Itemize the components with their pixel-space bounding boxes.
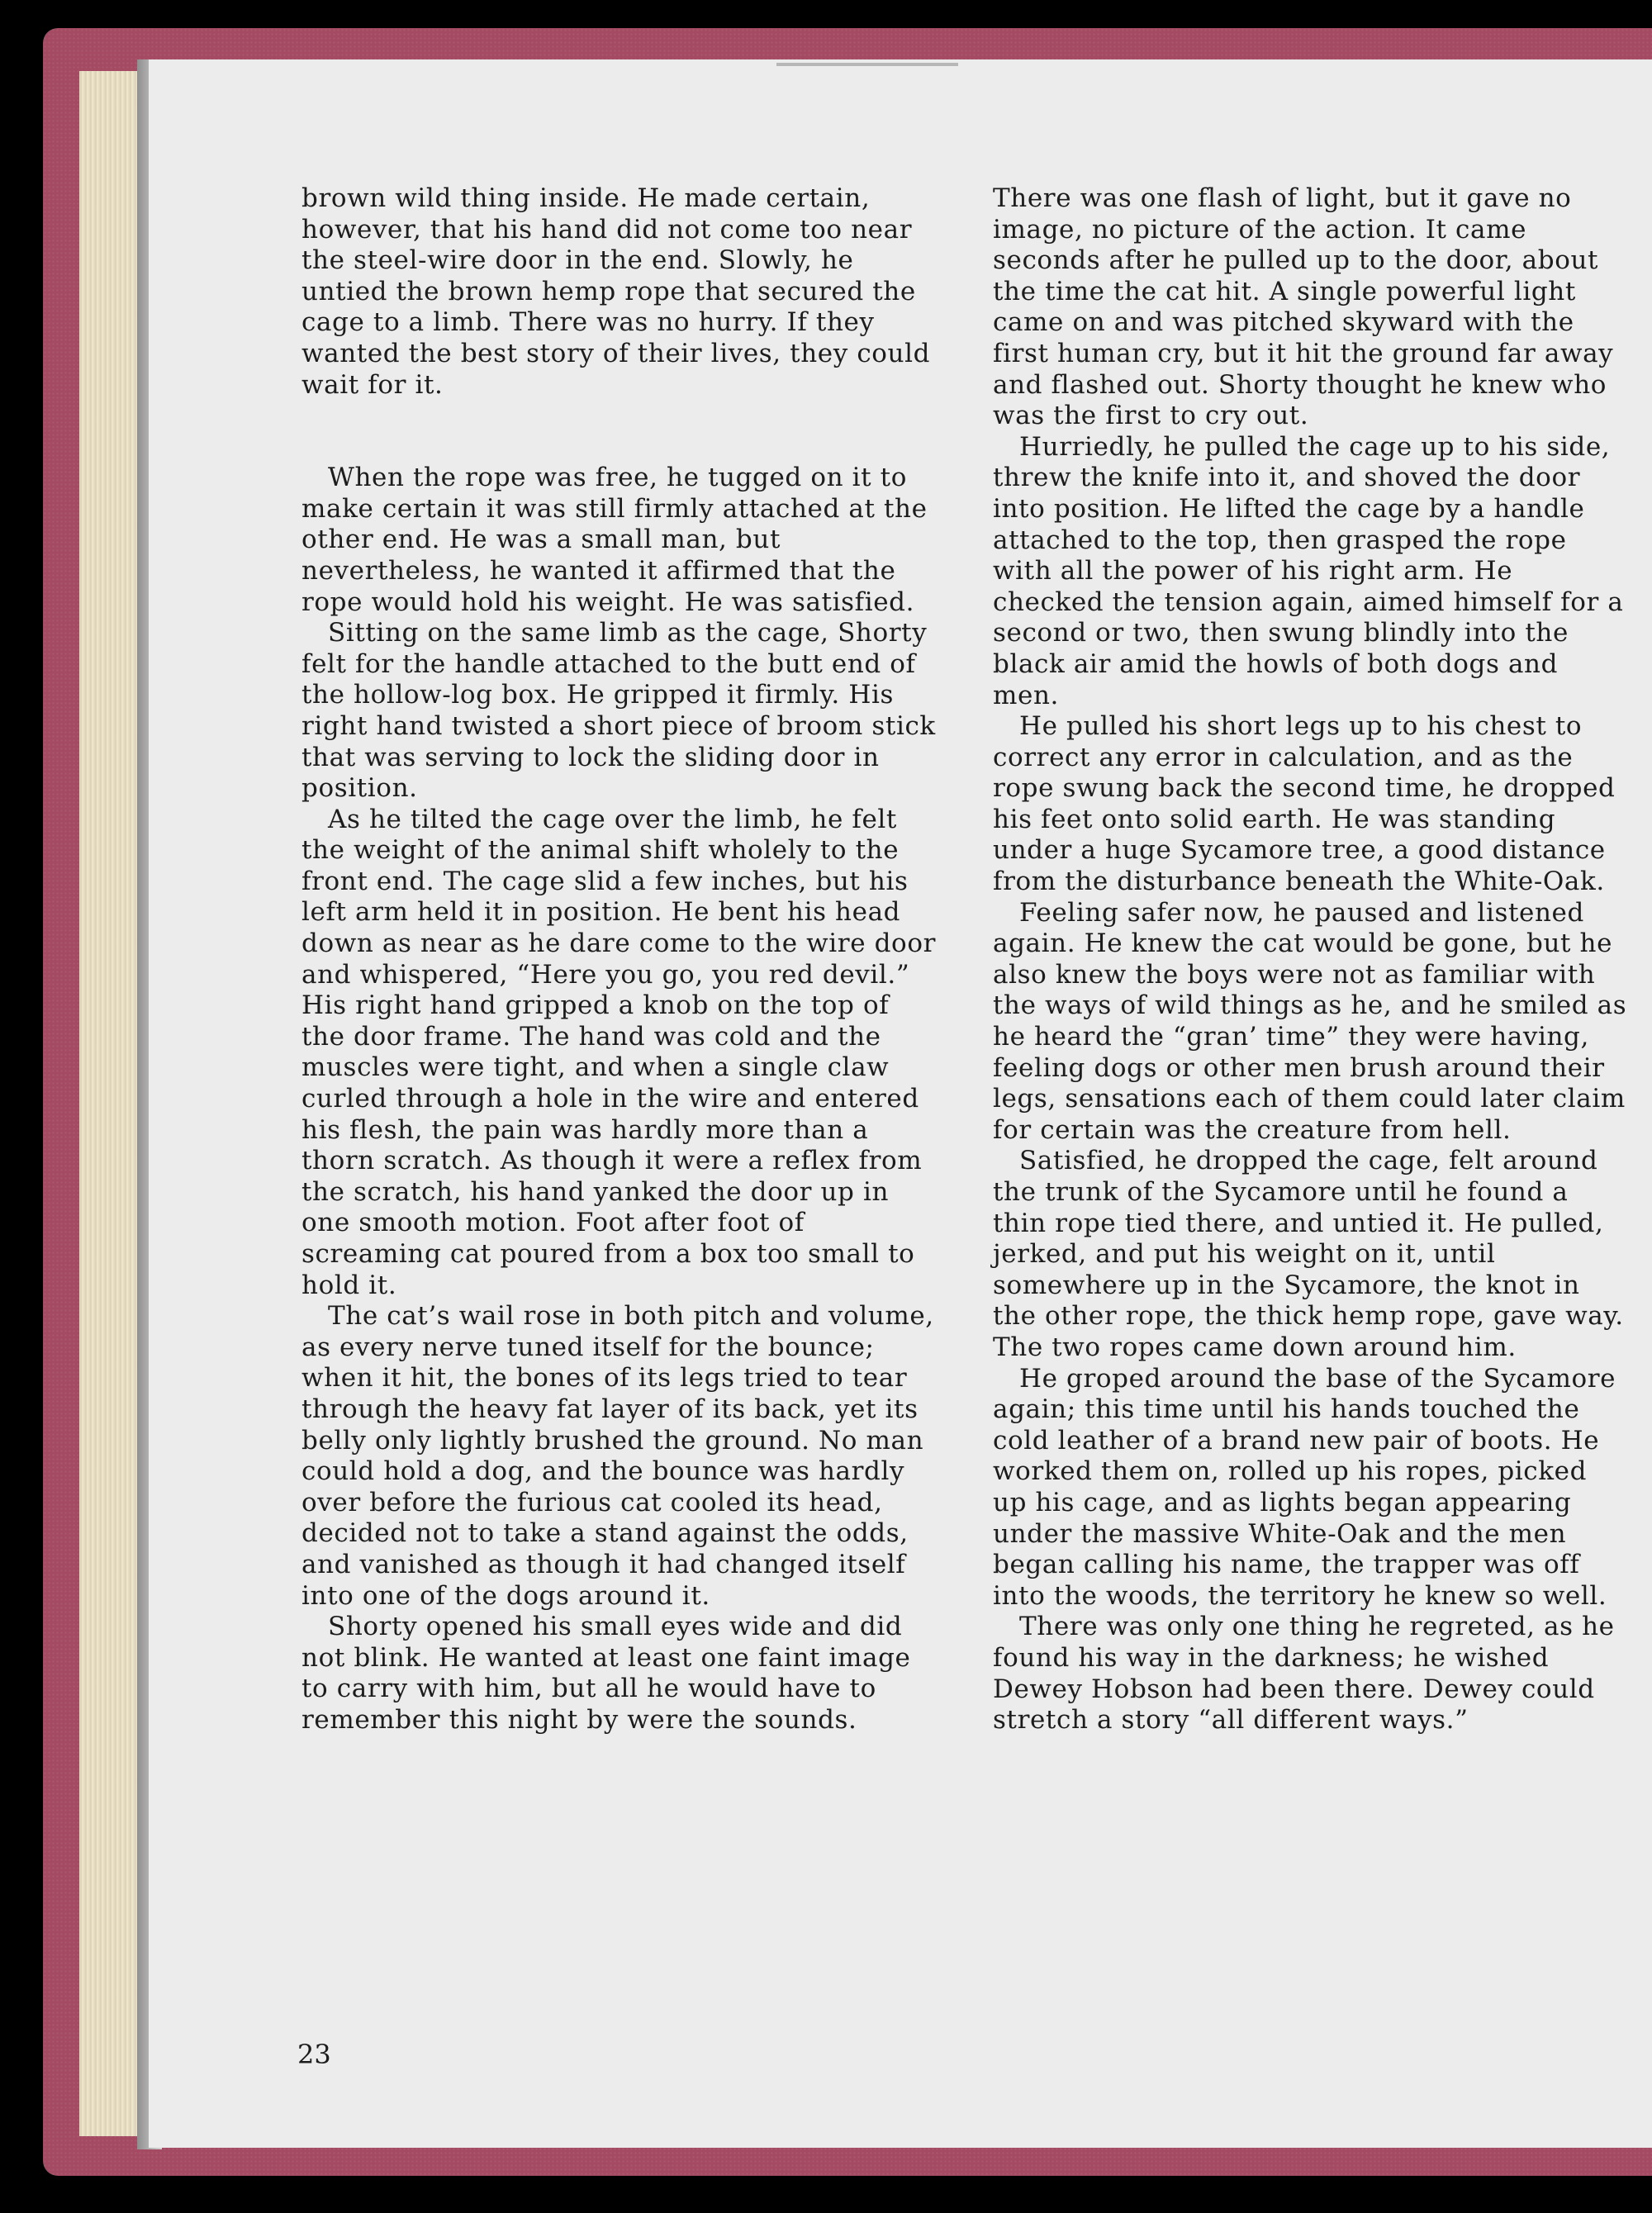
- paragraph: He groped around the base of the Sycamore again; this time until his hands touched the cold leather of a brand new pair of boots. He worked them on, rolled up his ropes, picked up his cage, and as lights began appearing under the massive White-Oak and the men began calling his name, the trapper was off into the woods, the territory he knew so well.: [993, 1363, 1616, 1611]
- paragraph: He pulled his short legs up to his chest to correct any error in calculation, and as the rope swung back the second time, he dropped his feet onto solid earth. He was standing under a huge Sycamore tree, a good distance from the disturbance beneath the White-Oak.: [993, 711, 1616, 897]
- paragraph: When the rope was free, he tugged on it to make certain it was still firmly attached at the other end. He was a small man, but nevertheless, he wanted it affirmed that the rope would hold his weight. He was satisfied.: [301, 463, 928, 617]
- left-text-column: [301, 183, 938, 1736]
- paragraph: Shorty opened his small eyes wide and did not blink. He wanted at least one faint image to carry with him, but all he would have to remember this night by were the sounds.: [301, 1612, 911, 1735]
- right-text-column: [993, 183, 1629, 1736]
- paragraph: The cat’s wail rose in both pitch and volume, as every nerve tuned itself for the bounce; when it hit, the bones of its legs tried to tear through the heavy fat layer of its back, yet its belly only lightly brushed the ground. No man could hold a dog, and the bounce was hardly over before the furious cat cooled its head, decided not to take a stand against the odds, and vanished as though it had changed itself into one of the dogs around it.: [301, 1301, 934, 1611]
- paragraph: As he tilted the cage over the limb, he felt the weight of the animal shift wholely to the front end. The cage slid a few inches, but his left arm held it in position. He bent his head down as near as he dare come to the wire door and whispered, “Here you go, you red devil.” His right hand gripped a knob on the top of the door frame. The hand was cold and the muscles were tight, and when a single claw curled through a hole in the wire and entered his flesh, the pain was hardly more than a thorn scratch. As though it were a reflex from the scratch, his hand yanked the door up in one smooth motion. Foot after foot of screaming cat poured from a box too small to hold it.: [301, 804, 937, 1300]
- top-rule-mark: [776, 63, 958, 66]
- paragraph: There was only one thing he regreted, as he found his way in the darkness; he wished Dewey Hobson had been there. Dewey could stretch a story “all different ways.”: [993, 1612, 1615, 1736]
- paragraph: Hurriedly, he pulled the cage up to his side, threw the knife into it, and shoved the door into position. He lifted the cage by a handle attached to the top, then grasped the rope with all the power of his right arm. He checked the tension again, aimed himself for a second or two, then swung blindly into the black air amid the howls of both dogs and men.: [993, 431, 1624, 710]
- paragraph: Sitting on the same limb as the cage, Shorty felt for the handle attached to the butt end of the hollow-log box. He gripped it firmly. His right hand twisted a short piece of broom stick that was serving to lock the sliding door in position.: [301, 618, 936, 804]
- paragraph: There was one flash of light, but it gave no image, no picture of the action. It came seconds after he pulled up to the door, about the time the cat hit. A single powerful light came on and was pitched skyward with the first human cry, but it hit the ground far away and flashed out. Shorty thought he knew who was the first to cry out.: [993, 183, 1614, 431]
- page-number: 23: [297, 2039, 331, 2070]
- paragraph: Satisfied, he dropped the cage, felt around the trunk of the Sycamore until he found a thin rope tied there, and untied it. He pulled, jerked, and put his weight on it, until somewhere up in the Sycamore, the knot in the other rope, the thick hemp rope, gave way. The two ropes came down around him.: [993, 1146, 1624, 1362]
- paragraph: Feeling safer now, he paused and listened again. He knew the cat would be gone, but he also knew the boys were not as familiar with the ways of wild things as he, and he smiled as he heard the “gran’ time” they were having, feeling dogs or other men brush around their legs, sensations each of them could later claim for certain was the creature from hell.: [993, 897, 1627, 1145]
- paragraph: brown wild thing inside. He made certain, however, that his hand did not come too near the steel-wire door in the end. Slowly, he untied the brown hemp rope that secured the cage to a limb. There was no hurry. If they wanted the best story of their lives, they could wait for it.: [301, 183, 931, 400]
